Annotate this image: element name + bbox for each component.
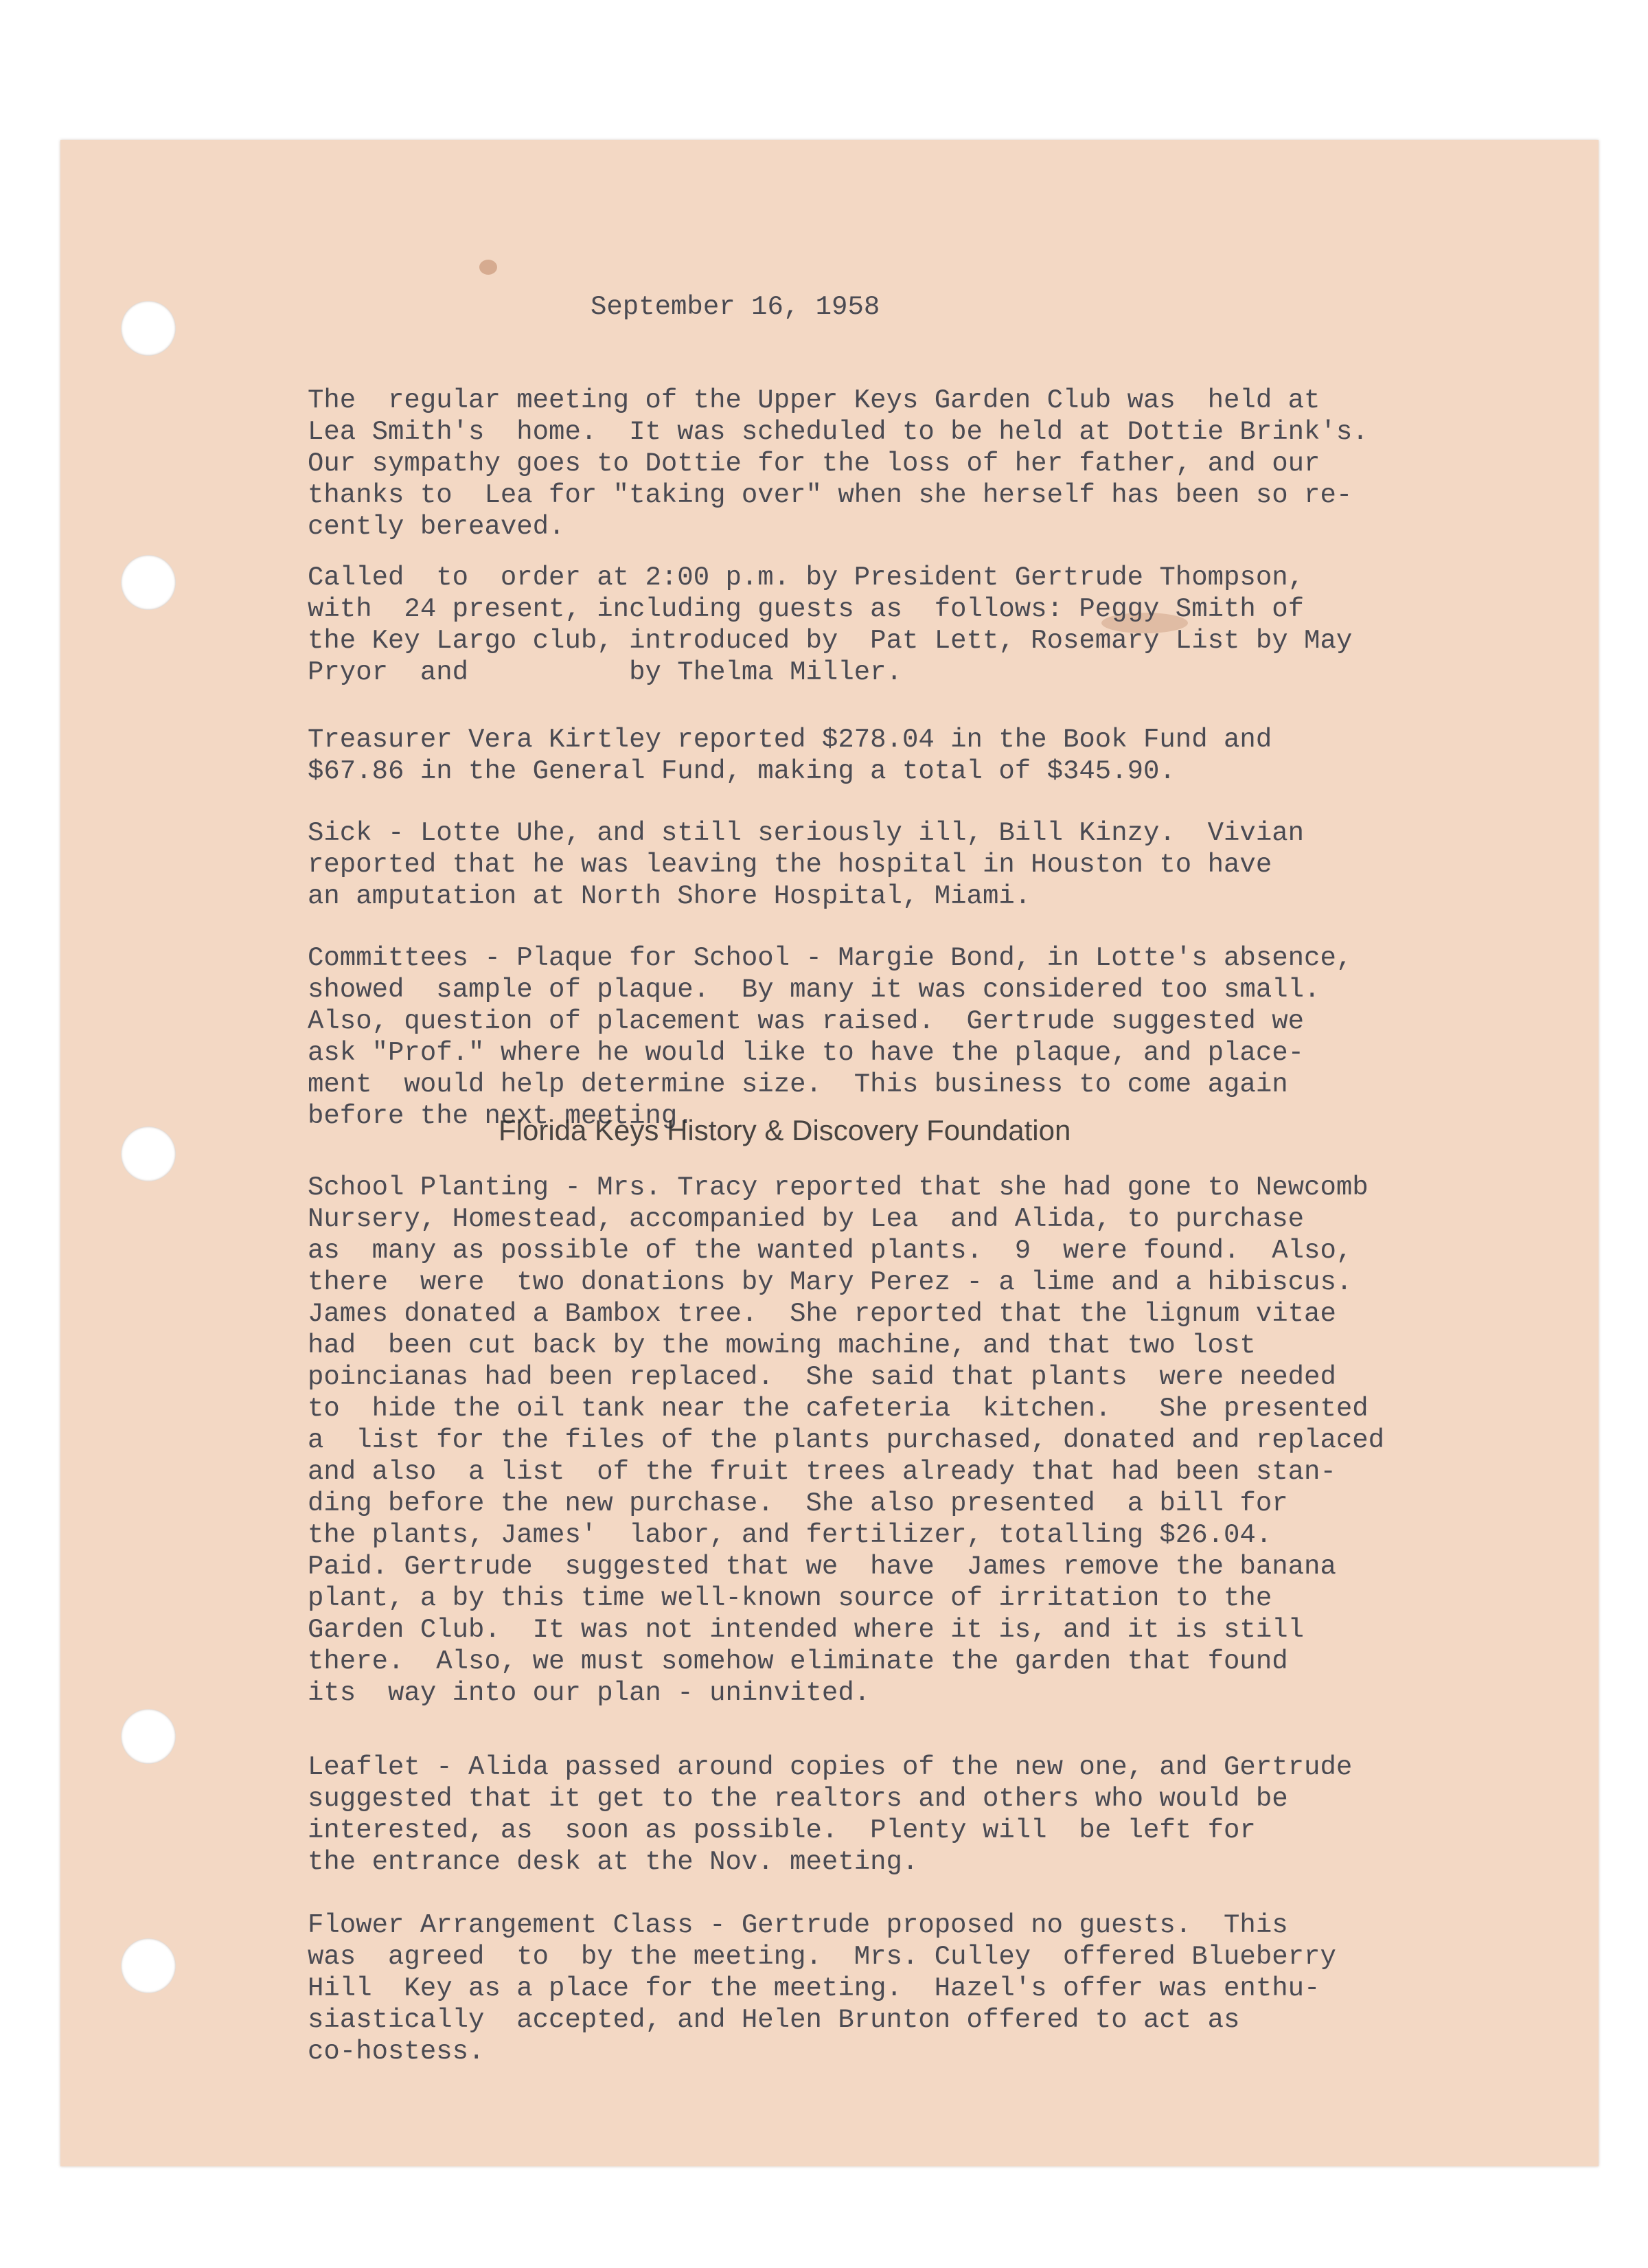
paragraph-opening: The regular meeting of the Upper Keys Garden Club was held at Lea Smith's home. It was scheduled to be held at Dottie Brink's. Our sympathy goes to Dottie for the loss of her father, and our thanks to Lea for "taking over" when she herself has been so re- cently bereaved. xyxy=(308,385,1369,542)
punch-hole xyxy=(121,1938,176,1993)
paragraph-committees: Committees - Plaque for School - Margie Bond, in Lotte's absence, showed sample of plaque. By many it was considered too small. Also, question of placement was raised. Gertrude suggested we ask "Prof." where he would like to have the plaque, and place- ment would help determine size. This business to come again before the next meeting. xyxy=(308,943,1353,1131)
punch-hole xyxy=(121,1126,176,1181)
paragraph-leaflet: Leaflet - Alida passed around copies of the new one, and Gertrude suggested that it get to the realtors and others who would be interested, as soon as possible. Plenty will be left for the entrance desk at the Nov. meeting. xyxy=(308,1752,1353,1877)
paragraph-school-planting: School Planting - Mrs. Tracy reported that she had gone to Newcomb Nursery, Homestead, accompanied by Lea and Alida, to purchase as many as possible of the wanted plants. 9 were found. Also, there were two donations by Mary Perez - a lime and a hibiscus. James donated a Bambox tree. She reported that the lignum vitae had been cut back by the mowing machine, and that two lost poincianas had been replaced. She said that plants were needed to hide the oil tank near the cafeteria kitchen. She presented a list for the files of the plants purchased, donated and replaced and also a list of the fruit trees already that had been stan- ding before the new purchase. She also presented a bill for the plants, James' labor, and fertilizer, totalling $26.04. Paid. Gertrude suggested that we have James remove the banana plant, a by this time well-known source of irritation to the Garden Club. It was not intended where it is, and it is still there. Also, we must somehow eliminate the garden that found its way into our plan - uninvited. xyxy=(308,1172,1385,1708)
paragraph-flower-arrangement: Flower Arrangement Class - Gertrude proposed no guests. This was agreed to by the meeting. Mrs. Culley offered Blueberry Hill Key as a place for the meeting. Hazel's offer was enthu- siastically accepted, and Helen Brunton offered to act as co-hostess. xyxy=(308,1910,1336,2067)
paragraph-sick: Sick - Lotte Uhe, and still seriously ill, Bill Kinzy. Vivian reported that he was leaving the hospital in Houston to have an amputation at North Shore Hospital, Miami. xyxy=(308,818,1305,911)
paragraph-call-to-order: Called to order at 2:00 p.m. by President Gertrude Thompson, with 24 present, including guests as follows: Peggy Smith of the Key Largo club, introduced by Pat Lett, Rosemary List by May Pryor and by Thelma Miller. xyxy=(308,563,1353,688)
meeting-date: September 16, 1958 xyxy=(591,292,880,322)
watermark: Florida Keys History & Discovery Foundation xyxy=(499,1114,1071,1146)
paragraph-treasurer: Treasurer Vera Kirtley reported $278.04 in the Book Fund and $67.86 in the General Fund, making a total of $345.90. xyxy=(308,725,1272,786)
punch-hole xyxy=(121,1709,176,1764)
punch-hole xyxy=(121,555,176,610)
paper-stain xyxy=(479,260,497,275)
punch-hole xyxy=(121,301,176,356)
